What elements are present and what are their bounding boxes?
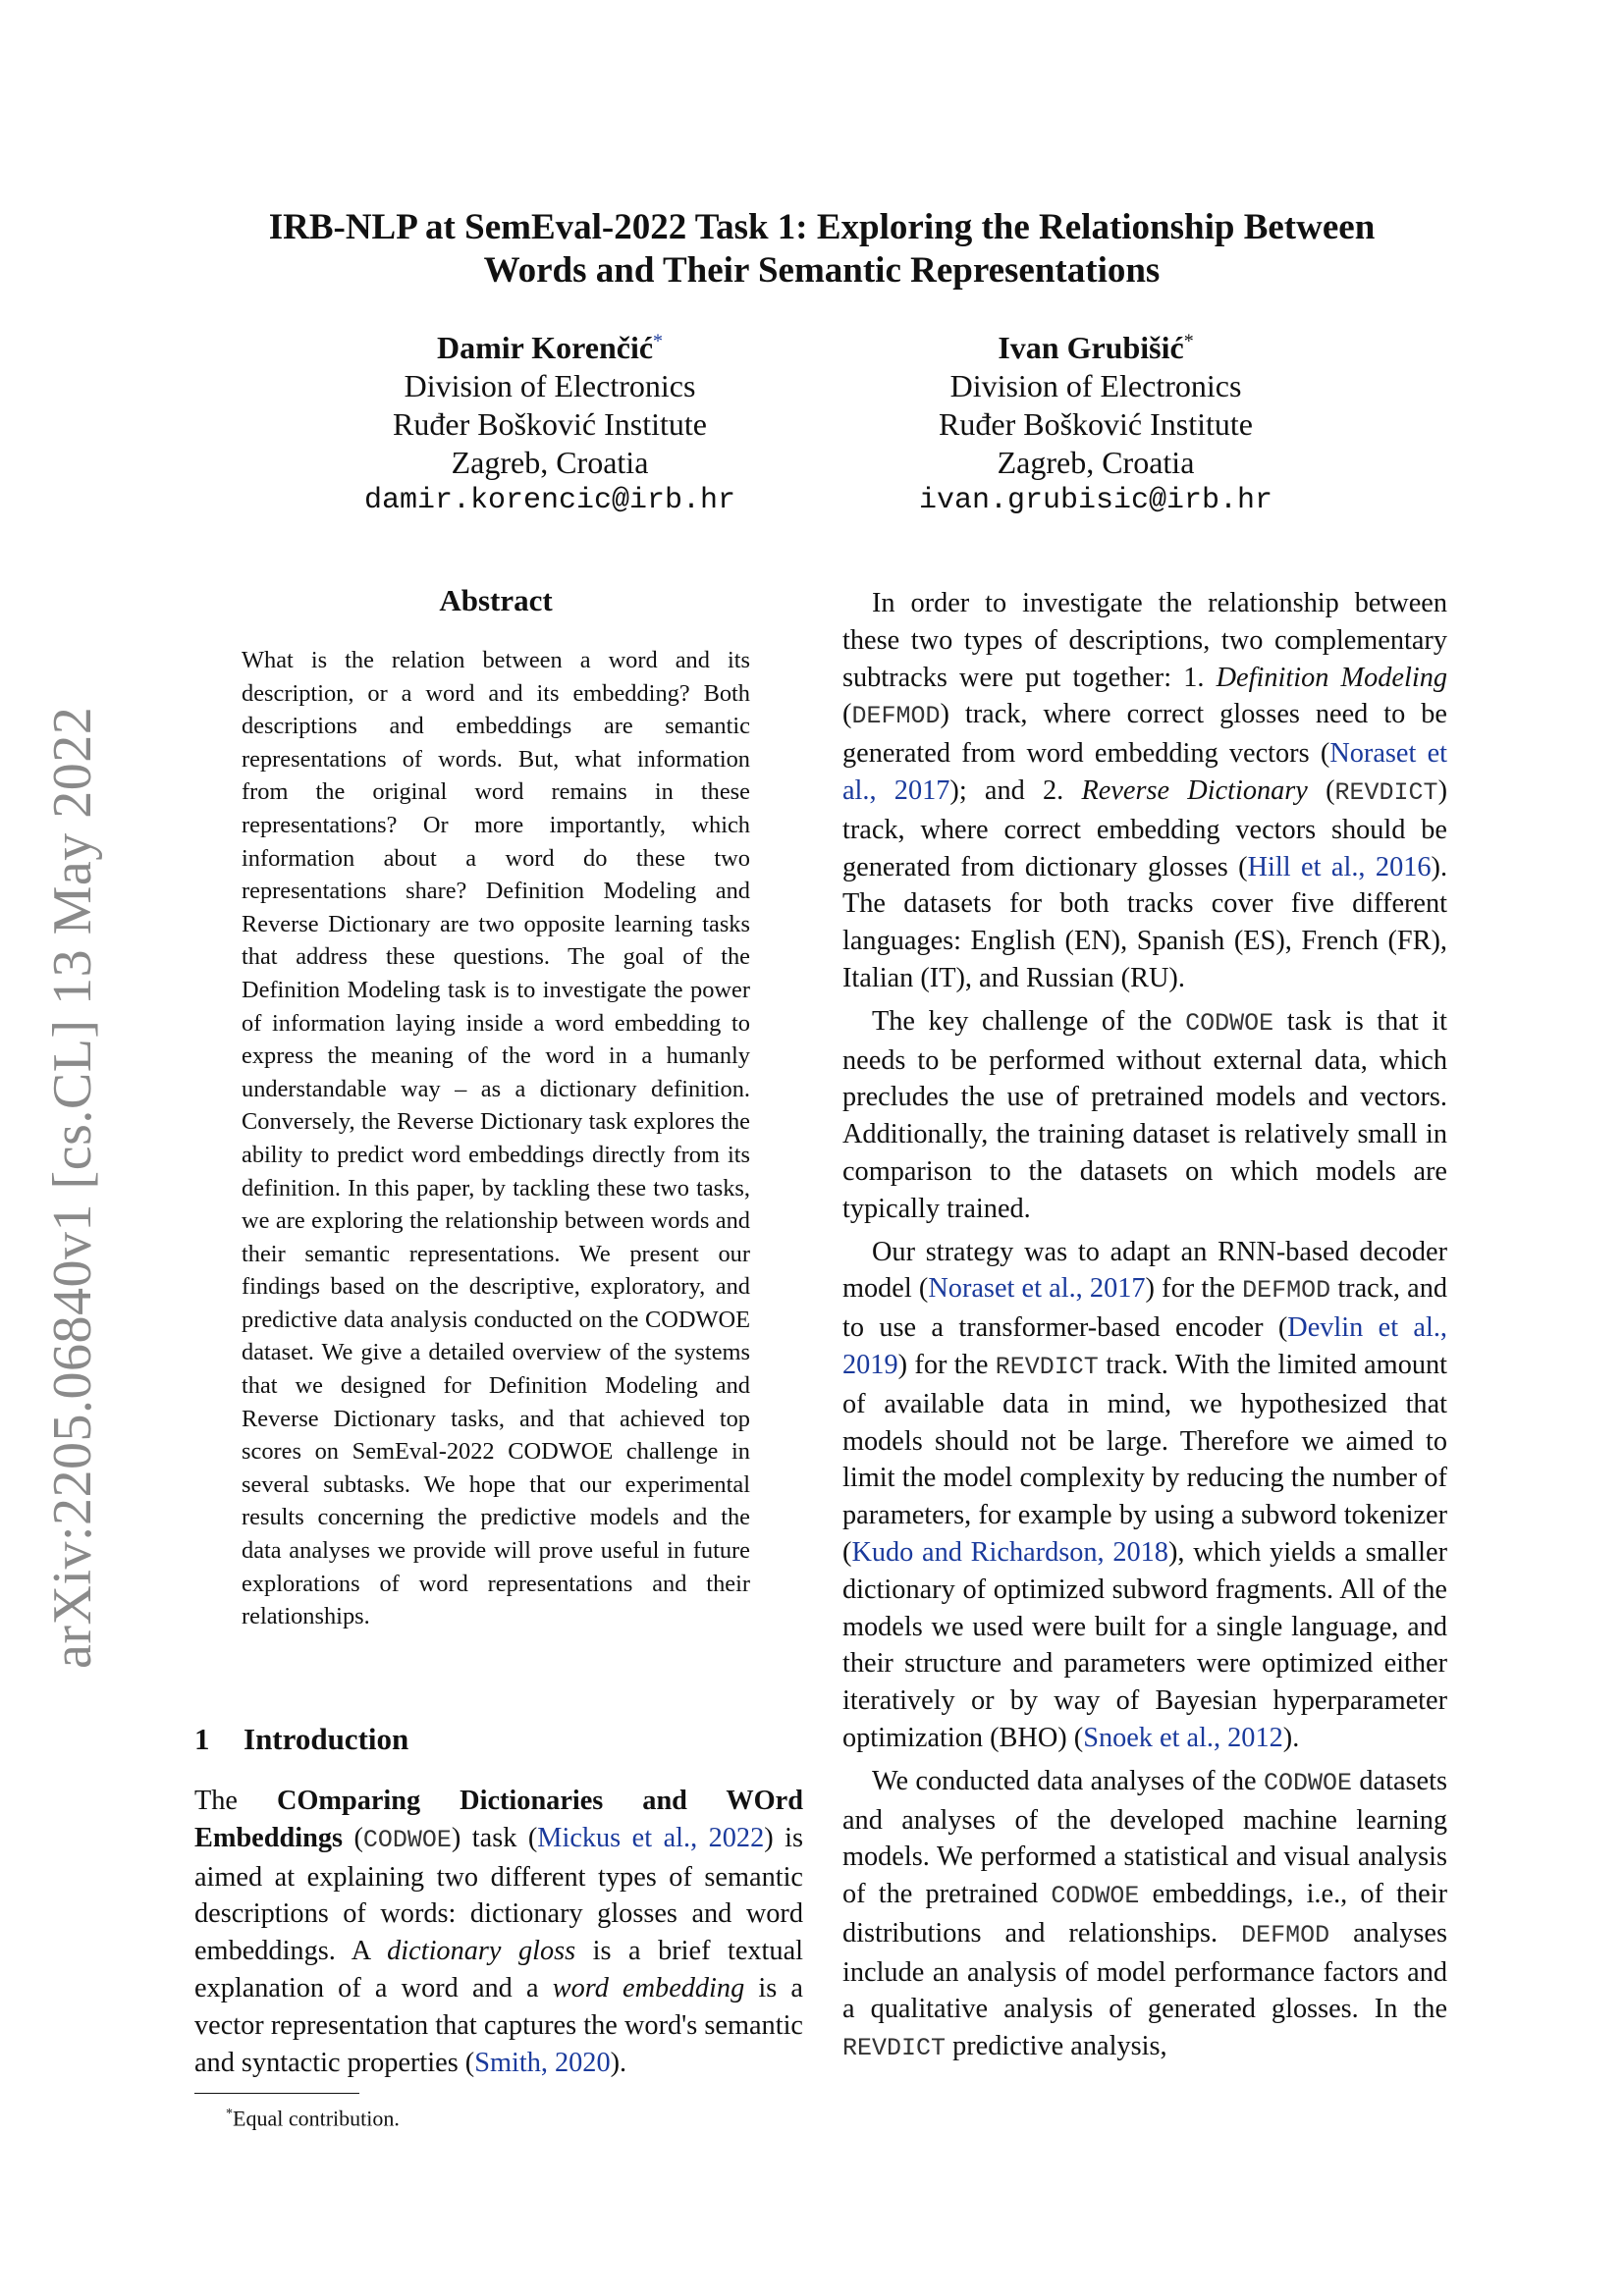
text-run: The key challenge of the <box>872 1005 1186 1037</box>
section-heading-introduction <box>194 1722 803 1757</box>
text-run: ). <box>610 2047 627 2078</box>
text-run: ); and 2. <box>949 774 1082 806</box>
citation-link[interactable]: Snoek et al., 2012 <box>1083 1722 1283 1753</box>
track-acronym: REVDICT <box>995 1352 1099 1381</box>
text-run: ( <box>1307 774 1335 806</box>
task-acronym: CODWOE <box>362 1825 452 1854</box>
text-run: is a vector representation that captures the word's semantic and syntactic properties ( <box>194 1972 803 2078</box>
text-run: ) task ( <box>451 1822 538 1853</box>
text-run: ( <box>342 1822 363 1853</box>
text-run: ). The datasets for both tracks cover five different languages: English (EN), Spanish (ES), French (FR), Italian (IT), and Russian (RU). <box>842 851 1448 993</box>
text-run: ) track, where correct embedding vectors should be generated from dictionary glosses ( <box>842 774 1448 882</box>
arxiv-identifier: arXiv:2205.06840v1 [cs.CL] 13 May 2022 <box>42 706 103 1669</box>
paper-title <box>157 206 1487 293</box>
equal-contribution-mark: * <box>1183 330 1194 352</box>
text-run: The <box>194 1786 277 1816</box>
citation-link[interactable]: Noraset et al., 2017 <box>928 1273 1146 1305</box>
text-run: ( <box>842 699 852 730</box>
author-name: Ivan Grubišić <box>998 330 1184 365</box>
text-run: ) for the <box>897 1349 996 1380</box>
footnote-mark: * <box>226 2107 233 2121</box>
task-name-bold: COmparing Dictionaries and WOrd Embeddings <box>194 1786 803 1853</box>
title-line-2: Words and Their Semantic Representations <box>483 250 1161 291</box>
footnote-rule <box>194 2093 359 2094</box>
citation-link[interactable]: Smith, 2020 <box>474 2047 611 2078</box>
text-run: ) track, where correct glosses need to be generated from word embedding vectors ( <box>842 699 1447 770</box>
text-run: ) for the <box>1145 1273 1243 1305</box>
citation-link[interactable]: Kudo and Richardson, 2018 <box>851 1536 1168 1568</box>
title-line-1: IRB-NLP at SemEval-2022 Task 1: Exploring the Relationship Between <box>268 207 1376 247</box>
abstract-heading: Abstract <box>439 583 553 617</box>
text-run: track, and to use a transformer-based encoder ( <box>842 1273 1447 1344</box>
citation-link[interactable]: Hill et al., 2016 <box>1247 851 1432 882</box>
text-run: task is that it needs to be performed without external data, which precludes the use of pretrained models and vectors. Additionally, the training dataset is relatively small in comparison to the datasets on which models are typically trained. <box>842 1005 1447 1224</box>
text-run: ) is aimed at explaining two different types of semantic descriptions of words: dictionary glosses and word embeddings. A <box>194 1822 803 1967</box>
track-acronym: DEFMOD <box>1241 1920 1330 1949</box>
emphasis: Definition Modeling <box>1216 662 1447 693</box>
author-institute: Ruđer Bošković Institute <box>939 406 1253 442</box>
abstract-text: What is the relation between a word and its description, or a word and its embedding? Both descriptions and embeddings are semantic representations of words. But, what information from the original word remains in these representations? Or more importantly, which information about a word do these two representations share? Definition Modeling and Reverse Dictionary are two opposite learning tasks that address these questions. The goal of the Definition Modeling task is to investigate the power of information laying inside a word embedding to express the meaning of the word in a humanly understandable way – as a dictionary definition. Conversely, the Reverse Dictionary task explores the ability to predict word embeddings directly from its definition. In this paper, by tackling these two tasks, we are exploring the relationship between words and their semantic representations. We present our findings based on the descriptive, exploratory, and predictive data analysis conducted on the CODWOE dataset. We give a detailed overview of the systems that we designed for Definition Modeling and Reverse Dictionary tasks, and that achieved top scores on SemEval-2022 CODWOE challenge in several subtasks. We hope that our experimental results concerning the predictive models and the data analyses we provide will prove useful in future explorations of word representations and their relationships. <box>242 647 750 1630</box>
text-run: embeddings, i.e., of their distributions and relationships. <box>842 1879 1447 1949</box>
text-run: ), which yields a smaller dictionary of optimized subword fragments. All of the models we used were built for a single language, and their structure and parameters were optimized either iteratively or by way of Bayesian hyperparameter optimization (BHO) ( <box>842 1536 1448 1753</box>
right-column <box>842 585 1447 2073</box>
author-division: Division of Electronics <box>949 368 1242 403</box>
footnote <box>226 2101 776 2132</box>
text-run: datasets and analyses of the developed machine learning models. We performed a statistical and visual analysis of the pretrained <box>842 1765 1447 1910</box>
citation-link[interactable]: Mickus et al., 2022 <box>537 1822 765 1853</box>
citation-link[interactable]: Devlin et al., 2019 <box>842 1312 1447 1380</box>
equal-contribution-mark[interactable]: * <box>653 330 664 352</box>
text-run: We conducted data analyses of the <box>872 1765 1264 1796</box>
paragraph <box>842 1234 1447 1757</box>
task-acronym: CODWOE <box>1263 1768 1352 1797</box>
track-acronym: DEFMOD <box>851 702 941 731</box>
text-run: track. With the limited amount of available data in mind, we hypothesized that models should not be large. Therefore we aimed to limit the model complexity by reducing the number of parameters, for example by using a subword tokenizer ( <box>842 1349 1448 1568</box>
author-email: damir.korencic@irb.hr <box>363 484 736 517</box>
task-acronym: CODWOE <box>1051 1882 1140 1911</box>
text-run: ). <box>1282 1722 1300 1753</box>
introduction-paragraph <box>194 1783 803 2081</box>
author-city: Zagreb, Croatia <box>451 445 649 480</box>
author-division: Division of Electronics <box>404 368 696 403</box>
text-run: analyses include an analysis of model performance factors and a qualitative analysis of generated glosses. In the <box>842 1917 1448 2025</box>
author-institute: Ruđer Bošković Institute <box>393 406 707 442</box>
author-email: ivan.grubisic@irb.hr <box>918 484 1273 517</box>
section-number: 1 <box>194 1722 210 1756</box>
author-block-2 <box>840 329 1351 520</box>
citation-link[interactable]: Noraset et al., 2017 <box>842 738 1447 806</box>
section-title: Introduction <box>244 1722 409 1756</box>
emphasis: Reverse Dictionary <box>1081 774 1308 806</box>
text-run: predictive analysis, <box>946 2031 1167 2062</box>
track-acronym: REVDICT <box>1334 777 1438 807</box>
paragraph <box>842 1003 1447 1228</box>
author-name: Damir Korenčić <box>436 330 654 365</box>
track-acronym: DEFMOD <box>1242 1276 1331 1306</box>
footnote-text: Equal contribution. <box>233 2106 400 2131</box>
paragraph <box>842 585 1447 997</box>
track-acronym: REVDICT <box>842 2034 947 2063</box>
paragraph <box>842 1763 1447 2067</box>
text-run: Our strategy was to adapt an RNN-based decoder model ( <box>842 1236 1447 1305</box>
author-block-1 <box>295 329 805 520</box>
emphasis: dictionary gloss <box>387 1936 576 1967</box>
author-city: Zagreb, Croatia <box>997 445 1195 480</box>
text-run: In order to investigate the relationship between these two types of descriptions, two complementary subtracks were put together: 1. <box>842 588 1447 693</box>
task-acronym: CODWOE <box>1185 1008 1274 1038</box>
emphasis: word embedding <box>552 1972 745 2003</box>
text-run: is a brief textual explanation of a word and a <box>194 1936 803 2003</box>
